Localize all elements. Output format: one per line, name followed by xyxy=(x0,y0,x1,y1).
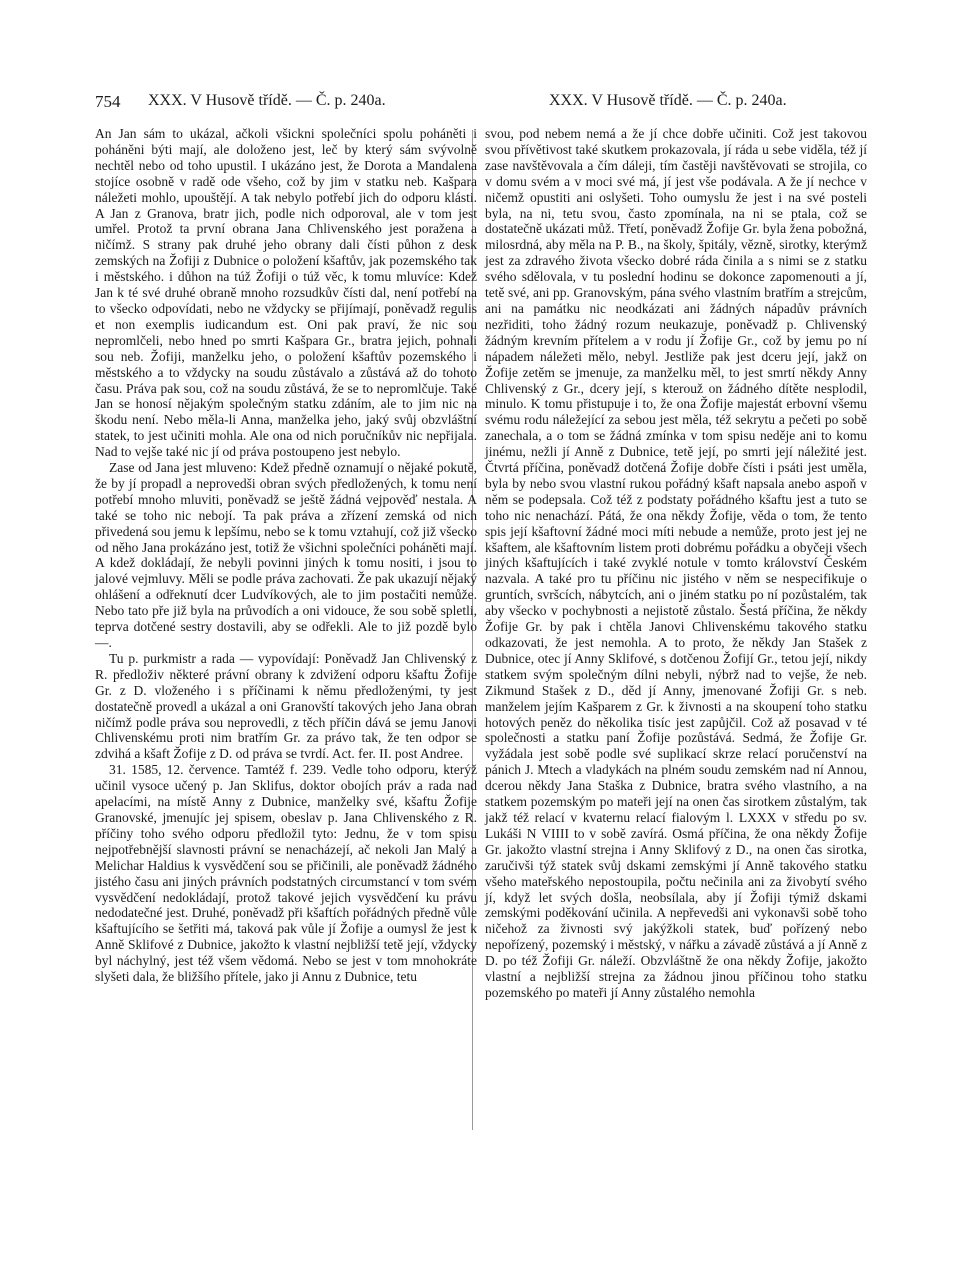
paragraph: svou, pod nebem nemá a že jí chce dobře učiniti. Což jest takovou svou přívětivost také skutkem prokazovala, jí ráda u sebe viděla, též jí zase navštěvovala a čím dáleji, tím častěji navštěvovati se strojila, co v domu svém a v moci své má, jí jest vše podávala. A že jí nechce v ničemž opustiti ani oslyšeti. Toho oumyslu že jest i na své posteli byla, na ni, tetu svou, často zpomínala, na ni se ptala, což se dostatečně ukázati můž. Třetí, poněvadž Žofije Gr. byla žena pobožná, milosrdná, aby měla na P. B., na školy, špitály, vězně, sirotky, kterýmž jest za zdravého života všecko dobré ráda činila a s nimi se z statku svého sdělovala, v tu poslední hodinu se dokonce zapomenouti a jí, tetě své, ani pp. Granovským, pána svého vlastním bratřím a strejcům, ani na památku nic neodkázati ani žádných nápadův právních nezřiditi, toho žádný rozum neukazuje, poněvadž p. Chlivenský žádným krevním přítelem a v rodu jí Žofije Gr., což by jemu po ní nápadem náležeti mělo, nebyl. Jestliže pak jest dceru její, jakž on Žofije zetěm se jmenuje, za manželku měl, to jest smrtí někdy Anny Chlivenský z Gr., dcery její, s kterouž on žádného dítěte nesplodil, minulo. K tomu přistupuje i to, že ona Žofije majestát erbovní všemu svému rodu náležející za sebou jest měla, též sekrytu a pečeti po sobě zanechala, a o tom se žádná zmínka v tom spisu nedějе ani to komu jinému, nežli jí Anně z Dubnice, tetě její, po smrti její náležité jest. Čtvrtá příčina, poněvadž dotčená Žofije dobře čísti i psáti jest uměla, byla by nebo svou vlastní rukou pořádný kšaft napsala anebo aspoň v něm se podepsala. Což též z podstaty pořádného kšaftu jest a tuto se toho nic nenachází. Pátá, že ona někdy Žofije, věda o tom, že tento spis její kšaftovní žádné moci míti nebude a nemůže, proto jest jej ne kšaftem, ale kšaftovním listem proti dobrému pořádku a obyčeji všech jiných kšaftujících i také zvyklé notule v tomto království Českém nazvala. A také pro tu příčinu nic jistého v něm se nespecifikuje o gruntích, svršcích, nábytcích, ani o jiném statku po ní pozůstalém, tak aby všecko v pochybnosti a nejistotě zůstalo. Šestá příčina, že někdy Žofije Gr. by pak i chtěla Janovi Chlivenskému takového statku odkazovati, že jest nemohla. A to proto, že někdy Jan Stašek z Dubnice, otec jí Anny Sklifové, s dotčenou Žofijí Gr., tetou její, nikdy statkem svým společným dílni nebyli, nýbrž nad to vejše, že neb. Zikmund Stašek z D., děd jí Anny, jmenované Žofiji Gr. s neb. manželem jejím Kašparem z Gr. k živnosti a na skoupení toho statku hotových peněz do několika tisíc jest zapůjčil. Což až posavad v té společnosti a statku paní Žofije pozůstává. Sedmá, že Žofije Gr. vyžádala jest sobě podle své suplikací skrze relací poručenství na pánich J. Mtech a vladykách na plném soudu zemském nad ní Annou, dcerou někdy Jana Staška z Dubnice, bratra svého vlastního, a na statkem pozemským po mateři její na onen čas sirotkem zůstalým, tak jakž též relací v kvaternu relací fialovým l. LXXX v středu po sv. Lukáši N VIIII to v sobě zavírá. Osmá příčina, že ona někdy Žofije Gr. jakožto vlastní strejna i Anny Sklifový z D., na onen čas sirotka, zaručivši týž statek svůj dskami zemskými jí Anně takového statku všeho mateřského nepostoupila, počtu nečinila ani za živobytí svého jí, když let svých došla, neobsílala, aby jí Žofiji týmiž dskami zemskými poděkování učinila. A nepřevedši ani vykonavši sobě toho ničehož za živnosti svý jakýžkoli statek, buď pořízený nebo nepořízený, pozemský i městský, v nářku a závadě zůstává a jí Anně z D. po též Žofiji Gr. náleží. Obzvláštně že ona někdy Žofije, jakožto vlastní a nejbližší strejna za žádnou jinou příčinou toho statku pozemského po mateři jí Anny zůstalého nemohla xyxy=(485,126,867,1000)
paragraph: An Jan sám to ukázal, ačkoli všickni společníci spolu poháněti i poháněni býti mají, ale doloženo jest, leč by který sám svývolně nechtěl nebo od toho upustil. I ukázáno jest, že Dorota a Mandalena stojíce osobně v radě ode všeho, což by jim v statku neb. Kašpara náležeti mohlo, upouštějí. A tak nebylo potřebí jich do odporu klásti. A Jan z Granova, bratr jich, podle nich odporoval, ale v tom jest umřel. Protož ta první obrana Jana Chlivenského jest poražena a ničímž. S strany pak druhé jeho obrany dali čísti půhon z desk zemských na Žofiji z Dubnice o položení kšaftův, jak pozemského tak i městského. i důhon na túž Žofiji o túž věc, k tomu mluvíce: Kdež Jan k té své druhé obraně mnoho rozsudkův čísti dal, není potřebí na to všecko odpovídati, nebo ne vždycky se přijímají, poněvadž regulis et non exemplis iudicandum est. Oni pak praví, že nic sou nepromlčeli, nebo hned po smrti Kašpara Gr., bratra jejich, pohnali sou neb. Žofiji, manželku jeho, o položení kšaftův pozemského i městského a to vždycky na soudu zůstávalo a zůstává až do tohoto času. Práva pak sou, což na soudu zůstává, že se to nepromlčuje. Také Jan se honosí nějakým společným statku zdáním, ale to jim nic na škodu není. Nebo měla-li Anna, manželka jeho, jaký svůj obzvláštní statek, to jest učiniti mohla. Ale ona od nich poručníkův nic nepřijala. Nad to vejše také nic jí od práva postoupeno jest nebylo. xyxy=(95,126,477,460)
page-number: 754 xyxy=(95,92,121,111)
paragraph: Tu p. purkmistr a rada — vypovídají: Poněvadž Jan Chlivenský z R. předloživ některé právní obrany k zdvižení odporu kšaftu Žofije Gr. z D. vloženého i s příčinami k němu předloženými, ty jest dostatečně provedl a ukázal a oni Granovští takových jeho Jana obran ničímž podle práva sou neprovedli, z těch příčin dává se jemu Janovi Chlivenskému proti nim bratřím Gr. za právo tak, že ten odpor se zdvihá a kšaft Žofije z D. od práva se tvrdí. Act. fer. II. post Andree. xyxy=(95,650,477,762)
right-running-head: XXX. V Husově třídě. — Č. p. 240a. xyxy=(549,92,787,109)
right-column xyxy=(485,126,867,1001)
paragraph: Zase od Jana jest mluveno: Kdež předně oznamují o nějaké pokutě, že by jí propadl a neprovedši obran svých předložených, k tomu není potřebí mnoho mluviti, poněvadž se ještě žádná vejpověď nestala. A také se toho nic nebojí. Ta pak práva a zřízení zemská od nich přivedená sou jemu k lepšímu, nebo se k tomu vztahují, což již všecko od něho Jana prokázáno jest, totiž že všichni společníci poháněti mají. A kdež dokládají, že nebyli povinni jiných k tomu nositi, i jsou to jalové vejmluvy. Měli se podle práva zachovati. Že pak ukazují nějaký ohlášení a odřeknutí dcer Ludvíkových, ale to jim postačiti nemůže. Nebo tato pře již byla na průvodích a oni vidouce, že sou sobě spletli, teprva dotčené sestry dostavili, aby se odřekli. Ale to již pozdě bylo —. xyxy=(95,460,477,650)
paragraph: 31. 1585, 12. července. Tamtéž f. 239. Vedle toho odporu, kterýž učinil vysoce učený p. Jan Sklifus, doktor obojích práv a rada nad apelacími, na místě Anny z Dubnice, manželky své, kšaftu Žofije Granovské, jmenujíc jej spisem, obeslav p. Jana Chlivenského z R. příčiny toho svého odporu předložil tyto: Jednu, že v tom spisu nejpotřebnější slavnosti právní se nenacházejí, ač nekoli Jan Malý a Melichar Haldius k vysvědčení sou se přičinili, ale poněvadž žádného jistého času ani jiných právních podstatných circumstancí v tom svém vysvědčení nedokládají, protož takové jejich vysvědčení ku právu nedodatečné jest. Druhé, poněvadž při kšaftích pořádných předně vůle kšaftujícího se šetřiti má, taková pak vůle jí Žofije a oumysl že jest k Anně Sklifové z Dubnice, jakožto k vlastní nejbližší tetě její, vždycky byl náchylný, jest též všem vědomá. Nebo se jest v tom mnohokráte slyšeti dala, že bližšího přítele, jako ji Annu z Dubnice, tetu xyxy=(95,762,477,985)
left-column xyxy=(95,126,477,985)
left-running-head: XXX. V Husově třídě. — Č. p. 240a. xyxy=(148,92,386,109)
running-header xyxy=(0,92,960,116)
